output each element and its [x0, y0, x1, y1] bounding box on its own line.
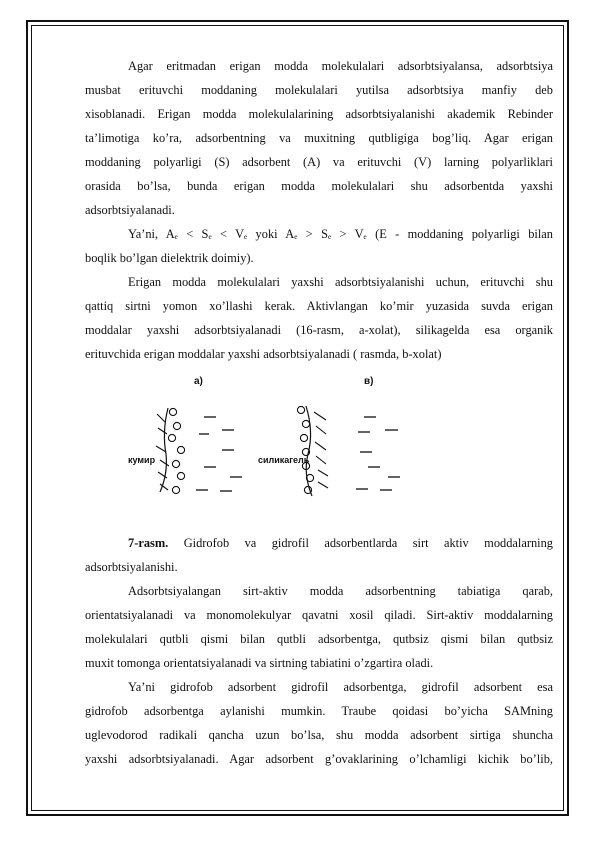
text-line: qattiq sirtni yomon xo’llashi kerak. Aktivlangan ko’mir yuzasida suvda erigan — [85, 299, 553, 313]
text-line: boqlik bo’lgan dielektrik doimiy). — [85, 251, 254, 265]
text-line: Agar eritmadan erigan modda molekulalari adsorbtsiyalansa, adsorbtsiya — [128, 59, 553, 73]
text-line: moddalar yaxshi adsorbtsiyalanadi (16-rasm, a-xolat), silikagelda esa organik — [85, 323, 553, 337]
text-line: xisoblanadi. Erigan modda molekulalarining adsorbtsiyalanishi akademik Rebinder — [85, 107, 553, 121]
text-line: erituvchida erigan moddalar yaxshi adsorbtsiyalanadi ( rasmda, b-xolat) — [85, 347, 442, 361]
text-line: adsorbtsiyalanadi. — [85, 203, 175, 217]
left-tails — [156, 414, 169, 490]
right-solvent-dashes — [356, 417, 400, 490]
text-line: Adsorbtsiyalangan sirt-aktiv modda adsorbentning tabiatiga qarab, — [128, 584, 553, 598]
left-solvent-dashes — [196, 417, 242, 491]
right-tails — [314, 412, 328, 488]
text-line: gidrofob adsorbentga aylanishi mumkin. Traube qoidasi bo’yicha SAMning — [85, 704, 553, 718]
coal-label: кумир — [128, 455, 156, 465]
figure-label-a: a) — [194, 376, 203, 387]
silica-gel-label: силикагель — [258, 455, 310, 465]
figure-label-b: в) — [364, 376, 374, 387]
caption-text: Gidrofob va gidrofil adsorbentlarda sirt aktiv moddalarning — [183, 536, 554, 550]
text-line: Erigan modda molekulalari yaxshi adsorbtsiyalanishi uchun, erituvchi shu — [128, 275, 553, 289]
text-line: Ya’ni, Aₑ < Sₑ < Vₑ yoki Aₑ > Sₑ > Vₑ (E - moddaning polyarligi bilan — [128, 227, 553, 241]
text-line: muxit tomonga orientatsiyalanadi va sirtning tabiatini o’zgartira oladi. — [85, 656, 434, 670]
right-molecules — [297, 406, 313, 493]
figure-caption-line: adsorbtsiyalanishi. — [85, 560, 178, 574]
figure-caption — [85, 531, 553, 555]
caption-number: 7-rasm. — [128, 536, 169, 550]
text-line: Ya’ni gidrofob adsorbent gidrofil adsorbentga, gidrofil adsorbent esa — [128, 680, 553, 694]
text-line: orasida bo’lsa, bunda erigan modda molekulalari shu adsorbentda yaxshi — [85, 179, 553, 193]
adsorption-diagram — [120, 372, 420, 502]
text-line: orientatsiyalanadi va monomolekulyar qavatni xosil qiladi. Sirt-aktiv moddalarning — [85, 608, 553, 622]
text-line: molekulalari qutbli qismi bilan qutbli adsorbentga, qutbsiz qismi bilan qutbsiz — [85, 632, 553, 646]
text-line: moddaning polyarligi (S) adsorbent (A) va erituvchi (V) larning polyarliklari — [85, 155, 553, 169]
text-line: ta’limotiga ko’ra, adsorbentning va muxitning qutbligiga bog’liq. Agar erigan — [85, 131, 553, 145]
text-line: yaxshi adsorbtsiyalanadi. Agar adsorbent g’ovaklarining o’lchamligi kichik bo’lib, — [85, 752, 553, 766]
left-molecules — [168, 408, 184, 493]
text-line: uglevodorod radikali qancha uzun bo’lsa, shu modda adsorbent sirtiga shuncha — [85, 728, 553, 742]
text-line: musbat erituvchi moddaning molekulalari yutilsa adsorbtsiya manfiy deb — [85, 83, 553, 97]
adsorption-figure — [120, 372, 420, 502]
